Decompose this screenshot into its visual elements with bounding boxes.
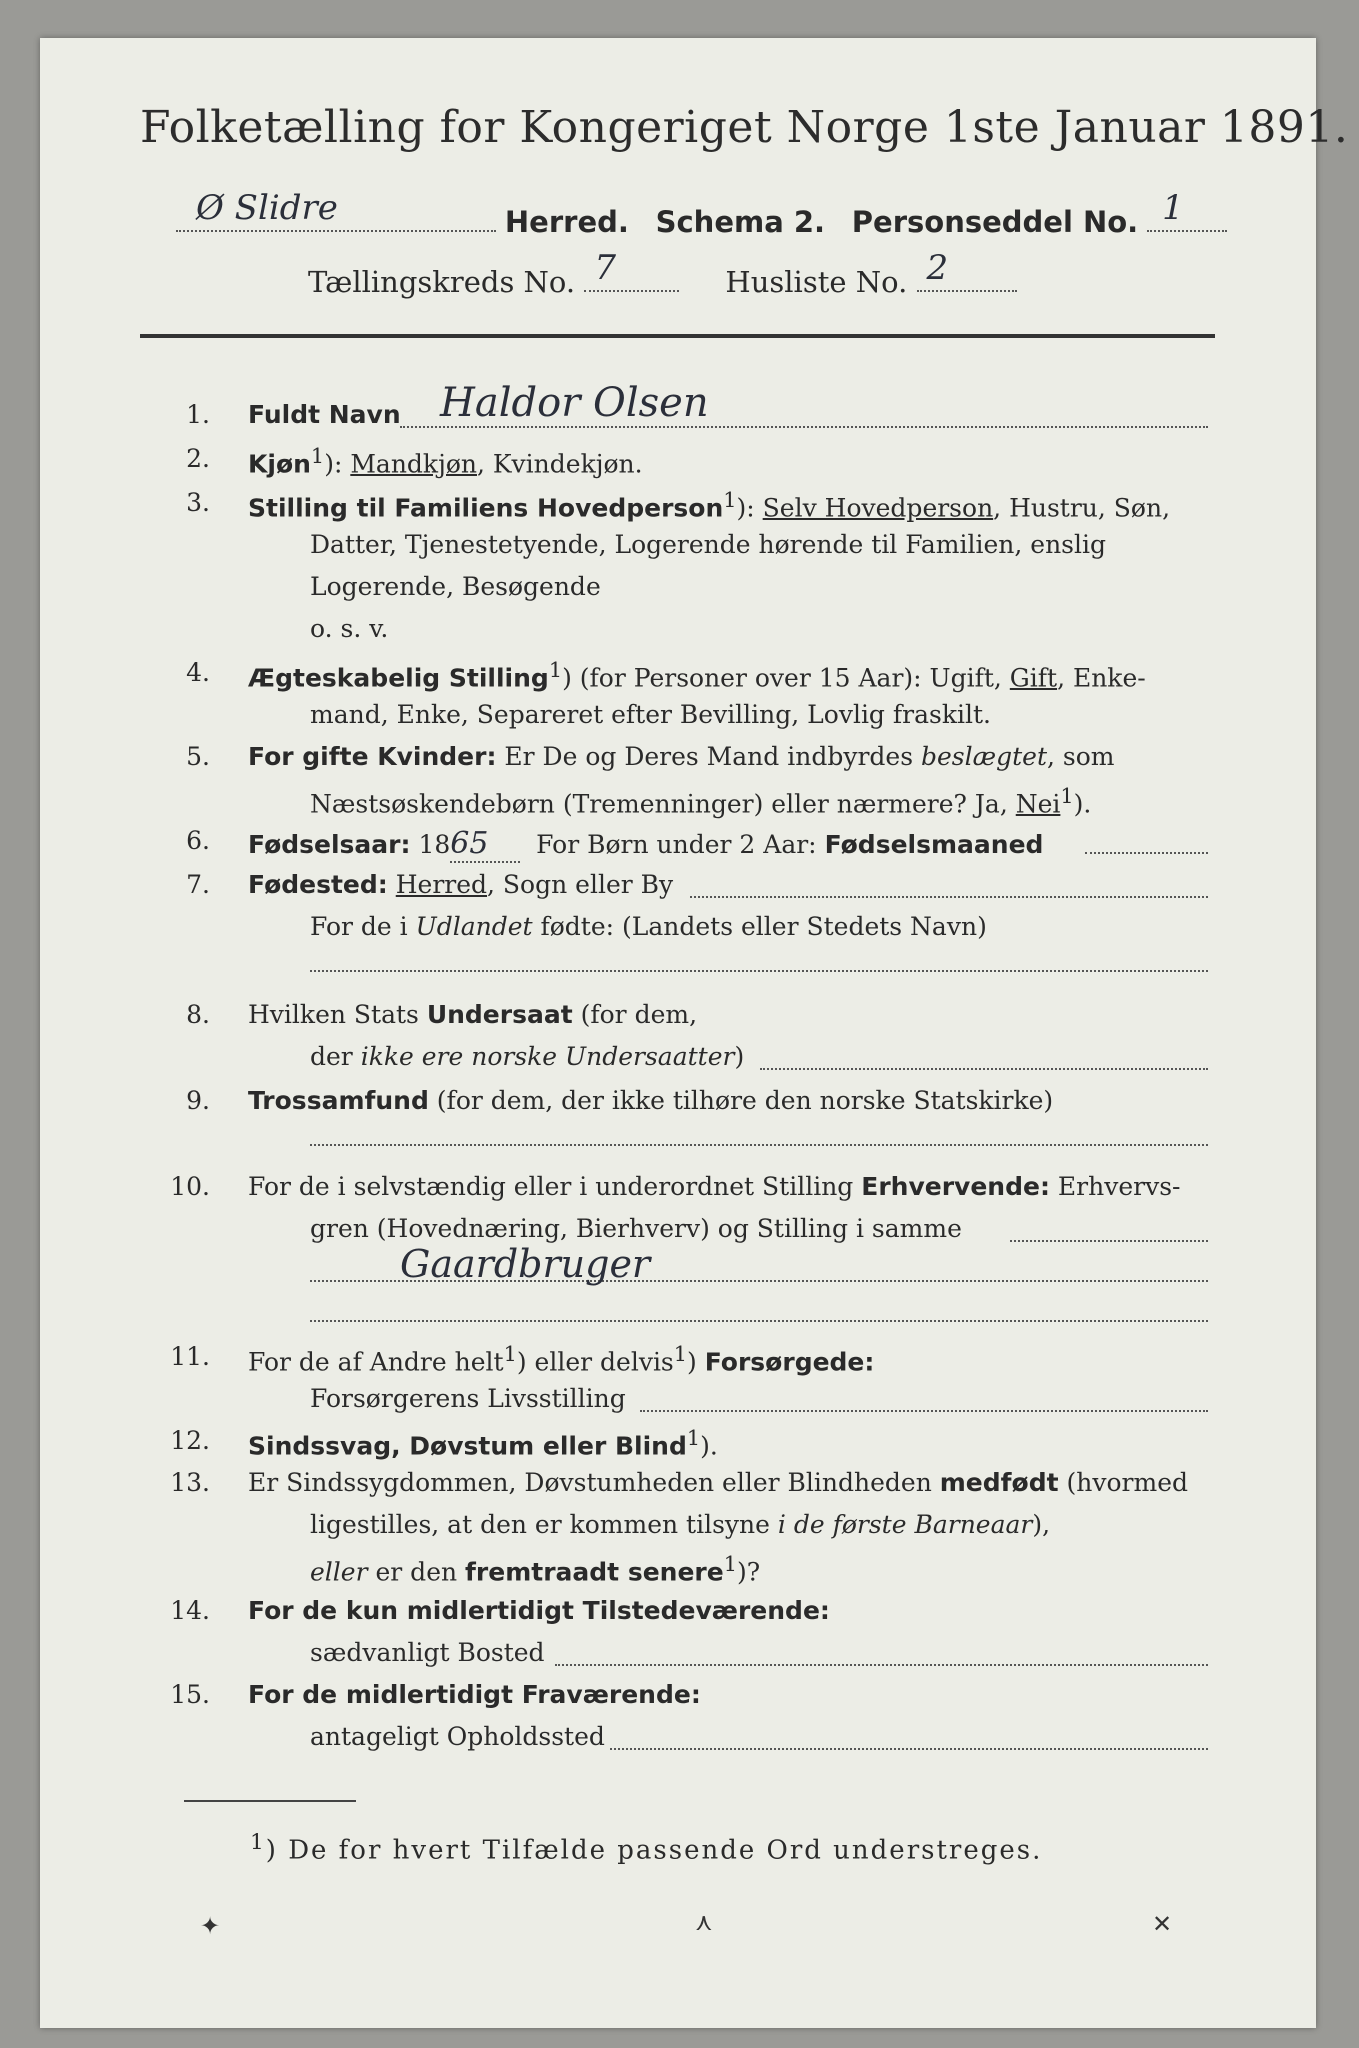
item-3-option-selv: Selv Hovedperson — [762, 493, 994, 523]
item-14-field — [555, 1664, 1208, 1666]
kreds-label: Tællingskreds No. — [308, 265, 576, 299]
form-title: Folketælling for Kongeriget Norge 1ste Januar 1891. — [140, 102, 1349, 153]
item-1-value: Haldor Olsen — [440, 380, 709, 426]
item-15-number: 15. — [170, 1680, 210, 1709]
item-10-line1a: For de i selvstændig eller i underordnet Stilling — [248, 1172, 862, 1201]
item-1-field — [400, 426, 1208, 428]
herred-field — [176, 188, 496, 232]
item-7-line2 — [310, 912, 987, 941]
item-3-line2: Datter, Tjenestetyende, Logerende hørende til Familien, enslig — [310, 530, 1107, 559]
item-9-number: 9. — [186, 1086, 210, 1115]
item-6-prefix: 18 — [418, 830, 451, 859]
item-2-sup: 1 — [310, 444, 325, 468]
header-divider — [140, 334, 1215, 338]
item-5-line2a: Næstsøskendebørn (Tremenninger) eller nærmere? Ja, — [310, 789, 1016, 819]
item-14-number: 14. — [170, 1596, 210, 1625]
item-7-line1 — [248, 870, 673, 899]
item-8-line2b: ) — [734, 1042, 745, 1071]
item-4-sup: 1 — [548, 658, 563, 682]
item-6-label2: Fødselsmaaned — [824, 830, 1044, 859]
item-13-line2b: ), — [1032, 1510, 1051, 1539]
item-10-line1 — [248, 1172, 1180, 1201]
item-5-label: For gifte Kvinder: — [248, 742, 497, 771]
item-5-line2: Næstsøskendebørn (Tremenninger) eller nærmere? Ja, Nei$^1$). — [310, 784, 1092, 819]
item-9-rest: (for dem, der ikke tilhøre den norske Statskirke) — [428, 1086, 1054, 1115]
item-7-rest: , Sogn eller By — [487, 870, 674, 899]
item-13-line1 — [248, 1468, 1188, 1497]
item-9-label: Trossamfund — [248, 1086, 429, 1115]
item-8-line1b: (for dem, — [572, 1000, 698, 1029]
item-7-field — [690, 896, 1208, 898]
item-7-line2a: For de i — [310, 912, 416, 941]
item-3-label: Stilling til Familiens Hovedperson — [248, 493, 724, 523]
item-4-label: Ægteskabelig Stilling — [248, 663, 549, 693]
item-3-line3: Logerende, Besøgende — [310, 572, 601, 601]
kreds-value: 7 — [594, 248, 616, 288]
item-4-mid: ) (for Personer over 15 Aar): Ugift, — [562, 663, 1010, 693]
item-6-label: Fødselsaar: — [248, 830, 411, 859]
item-2-label: Kjøn — [248, 449, 311, 479]
item-6-line — [248, 826, 1043, 863]
item-11-number: 11. — [170, 1342, 210, 1371]
item-5-option-nei: Nei — [1015, 789, 1061, 819]
item-10-value: Gaardbruger — [400, 1242, 651, 1286]
item-8-line2 — [310, 1042, 744, 1071]
item-5-number: 5. — [186, 742, 210, 771]
herred-value: Ø Slidre — [196, 188, 338, 228]
item-14-line2: sædvanligt Bosted — [310, 1638, 545, 1667]
item-6-value: 65 — [450, 826, 520, 863]
binding-mark-center: ⋏ — [695, 1908, 713, 1936]
binding-mark-left: ✦ — [200, 1912, 221, 1940]
herred-row — [176, 188, 1227, 239]
footnote-text: ) De for hvert Tilfælde passende Ord understreges. — [265, 1835, 1043, 1866]
item-3-sup: 1 — [723, 488, 737, 512]
herred-label: Herred. — [504, 205, 629, 239]
item-11-field — [640, 1410, 1208, 1412]
item-4-option-gift: Gift — [1009, 663, 1058, 693]
binding-mark-right: ✕ — [1152, 1910, 1173, 1938]
husliste-label: Husliste No. — [725, 265, 908, 299]
item-9-line — [248, 1086, 1053, 1115]
item-12-number: 12. — [170, 1426, 210, 1455]
item-12-after: ). — [700, 1431, 718, 1461]
item-13-line1b: (hvormed — [1058, 1468, 1188, 1497]
item-3-line1-rest: , Hustru, Søn, — [993, 493, 1171, 523]
husliste-field — [917, 248, 1017, 292]
item-1-label: Fuldt Navn — [248, 400, 401, 429]
footnote-sup: 1 — [250, 1830, 266, 1855]
item-13-italic2: eller — [310, 1557, 368, 1587]
item-15-label: For de midlertidigt Fraværende: — [248, 1680, 701, 1709]
item-5-text1: Er De og Deres Mand indbyrdes — [496, 742, 921, 771]
item-1-number: 1. — [186, 400, 210, 429]
item-2-option-mandkjon: Mandkjøn — [350, 449, 477, 479]
item-6-field — [1085, 852, 1208, 854]
item-13-line2a: ligestilles, at den er kommen tilsyne — [310, 1510, 778, 1539]
item-3-number: 3. — [186, 488, 210, 517]
item-2-rest: , Kvindekjøn. — [476, 449, 643, 479]
personseddel-field — [1147, 188, 1227, 232]
item-13-line3: eller er den fremtraadt senere$^1$)? — [310, 1552, 761, 1587]
kreds-field — [584, 248, 679, 292]
item-4-rest: , Enke- — [1057, 663, 1146, 693]
footnote-divider — [184, 1800, 356, 1802]
item-11-sup: 1 — [503, 1342, 517, 1366]
item-2-text — [248, 444, 643, 478]
item-11-line2: Forsørgerens Livsstilling — [310, 1384, 626, 1413]
schema-label: Schema 2. — [655, 205, 826, 239]
item-11-line1b: ) eller delvis — [516, 1347, 674, 1377]
item-12-line — [248, 1426, 718, 1460]
kreds-row — [308, 248, 1017, 299]
item-11-line1: For de af Andre helt$^1$) eller delvis$^1$) Forsørgede: — [248, 1342, 875, 1377]
personseddel-label: Personseddel No. — [851, 205, 1139, 239]
item-7-line2b: fødte: (Landets eller Stedets Navn) — [532, 912, 987, 941]
item-12-sup: 1 — [686, 1426, 701, 1450]
item-3-line1: Stilling til Familiens Hovedperson$^1$): Selv Hovedperson, Hustru, Søn, — [248, 488, 1171, 523]
item-7-option-herred: Herred — [395, 870, 488, 899]
personseddel-value: 1 — [1162, 188, 1184, 228]
item-8-line1a: Hvilken Stats — [248, 1000, 427, 1029]
item-5-italic: beslægtet — [921, 742, 1048, 771]
item-8-line1 — [248, 1000, 697, 1029]
item-4-line2: mand, Enke, Separeret efter Bevilling, Lovlig fraskilt. — [310, 700, 991, 729]
item-10-bold: Erhvervende: — [861, 1172, 1050, 1201]
item-7-field-2 — [310, 970, 1208, 972]
item-8-italic: ikke ere norske Undersaatter — [360, 1042, 735, 1071]
husliste-value: 2 — [926, 248, 949, 288]
item-13-bold: medfødt — [939, 1468, 1059, 1497]
item-6-number: 6. — [186, 826, 210, 855]
item-3-line4: o. s. v. — [310, 614, 389, 643]
item-13-bold2: fremtraadt senere — [465, 1557, 724, 1587]
item-4-number: 4. — [186, 658, 210, 687]
item-2-after: ): — [324, 449, 351, 479]
item-14-label: For de kun midlertidigt Tilstedeværende: — [248, 1596, 830, 1625]
item-7-number: 7. — [186, 870, 210, 899]
item-8-field — [760, 1068, 1208, 1070]
item-8-number: 8. — [186, 1000, 210, 1029]
item-11-line1a: For de af Andre helt — [248, 1347, 504, 1377]
item-13-number: 13. — [170, 1468, 210, 1497]
item-8-bold: Undersaat — [426, 1000, 573, 1029]
item-6-rest: For Børn under 2 Aar: — [536, 830, 825, 859]
item-11-line1c: ) — [687, 1347, 705, 1377]
item-7-italic: Udlandet — [415, 912, 533, 941]
item-12-text: Sindssvag, Døvstum eller Blind — [248, 1431, 687, 1461]
item-13-line3a: er den — [367, 1557, 466, 1587]
item-8-line2a: der — [310, 1042, 361, 1071]
item-11-bold: Forsørgede: — [704, 1347, 875, 1377]
item-10-field-3 — [310, 1320, 1208, 1322]
footnote — [250, 1830, 1042, 1866]
item-15-line2: antageligt Opholdssted — [310, 1722, 605, 1751]
item-9-field — [310, 1144, 1208, 1146]
item-5-text1b: , som — [1047, 742, 1115, 771]
item-7-label: Fødested: — [248, 870, 388, 899]
item-2-number: 2. — [186, 444, 210, 473]
item-4-line1 — [248, 658, 1146, 692]
item-15-field — [610, 1748, 1208, 1750]
item-5-line2b: ). — [1073, 789, 1092, 819]
item-10-field-1 — [1010, 1240, 1208, 1242]
item-13-line1a: Er Sindssygdommen, Døvstumheden eller Blindheden — [248, 1468, 940, 1497]
item-10-line2: gren (Hovednæring, Bierhverv) og Stilling i samme — [310, 1214, 962, 1243]
item-10-number: 10. — [170, 1172, 210, 1201]
item-13-line2 — [310, 1510, 1050, 1539]
item-13-line3b: ? — [746, 1557, 761, 1587]
item-10-line1b: Erhvervs- — [1049, 1172, 1181, 1201]
item-13-italic: i de første Barneaar — [777, 1510, 1033, 1539]
item-5-line1 — [248, 742, 1115, 771]
